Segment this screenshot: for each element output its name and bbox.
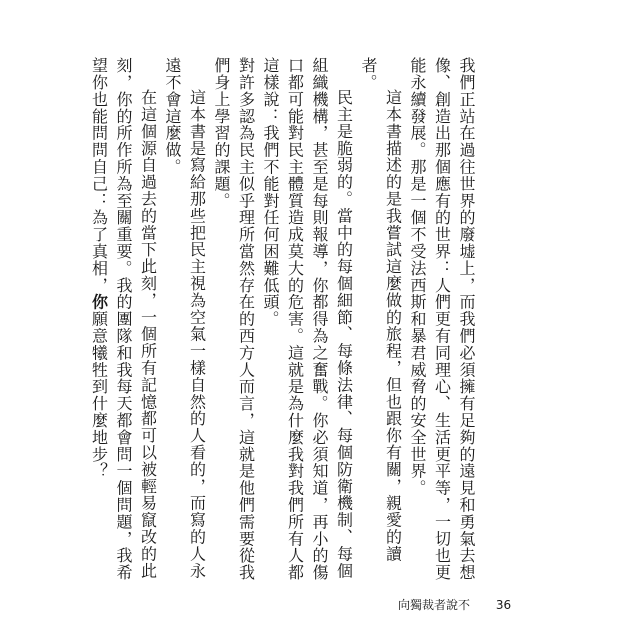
paragraph-4-text: 對許多認為民主似乎理所當然存在的西方人而言，這就是他們需要從我們身上學習的課題。	[212, 57, 256, 581]
paragraph-3	[258, 57, 356, 582]
paragraph-4	[209, 57, 258, 582]
paragraph-6-bold-word: 你	[89, 293, 109, 311]
paragraph-1-text: 我們正站在過往世界的廢墟上，而我們必須擁有足夠的遠見和勇氣去想像、創造出那個應有的世界：人們更有同理心、生活更平等，一切也更能永續發展。那是一個不受法西斯和暴君威脅的安全世界。	[408, 57, 476, 581]
paragraph-5	[160, 57, 209, 582]
paragraph-2	[356, 57, 405, 582]
paragraph-3-text: 民主是脆弱的。當中的每個細節、每條法律、每個防衛機制、每個組織機構，甚至是每則報導，你都得為之奮戰。你必須知道，再小的傷口都可能對民主體質造成莫大的危害。這就是為什麼我對我們所有人都這樣說：我們不能對任何困難低頭。	[261, 57, 354, 581]
paragraph-6-text-end: 願意犧牲到什麼地步？	[89, 310, 109, 480]
paragraph-6-text: 在這個源自過去的當下此刻，一個所有記憶都可以被輕易竄改的此刻，你的所作所為至關重要。我的團隊和我每天都會問一個問題，我希望你也能問問自己：為了真相，	[89, 57, 158, 581]
paragraph-6	[86, 57, 160, 582]
body-text	[86, 57, 478, 582]
paragraph-2-text: 這本書描述的是我嘗試這麼做的旅程，但也跟你有關，親愛的讀者。	[359, 57, 403, 563]
paragraph-1	[405, 57, 479, 582]
paragraph-5-text: 這本書是寫給那些把民主視為空氣一樣自然的人看的，而寫的人永遠不會這麼做。	[163, 57, 207, 580]
book-title: 向獨裁者說不	[398, 598, 471, 612]
page-footer	[398, 596, 511, 613]
page-number: 36	[495, 598, 512, 612]
